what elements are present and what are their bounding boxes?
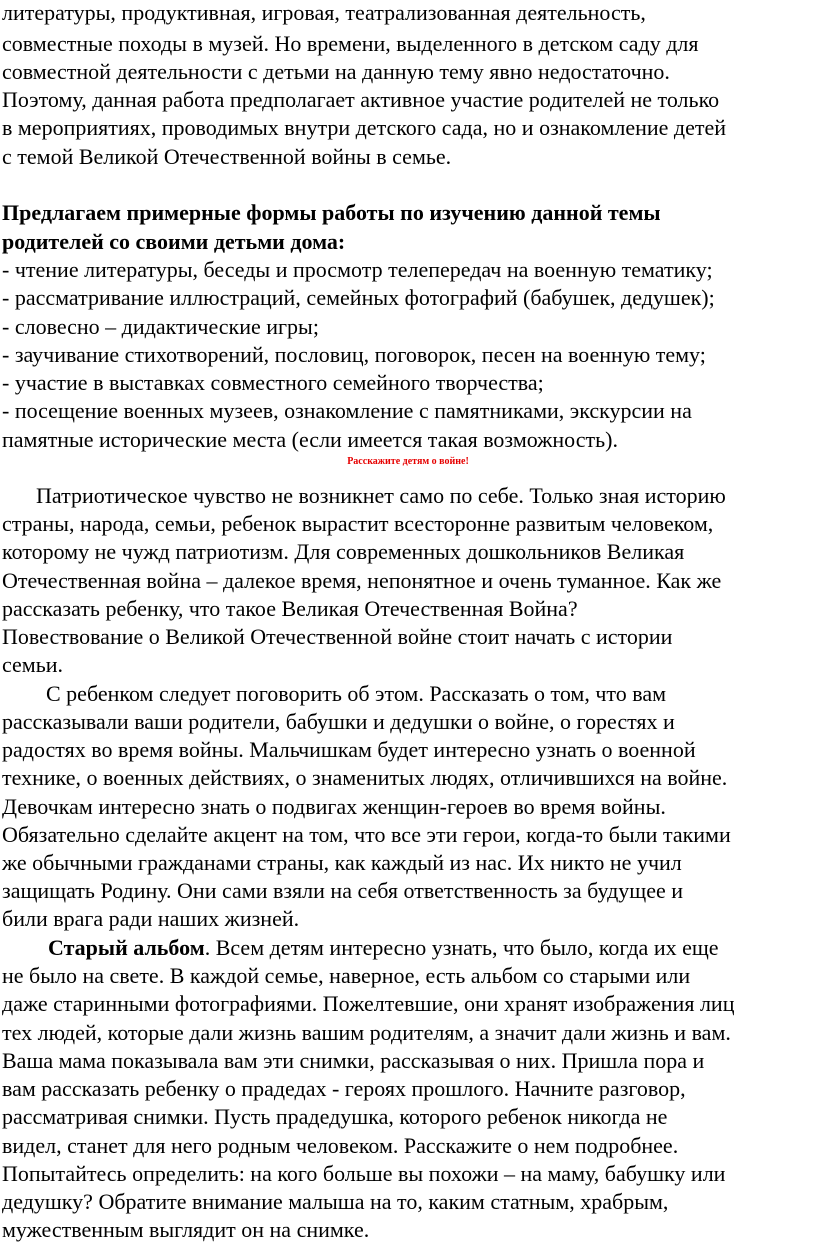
old-album-lead: Старый альбом bbox=[48, 935, 205, 960]
paragraph-line: Отечественная война – далекое время, непонятное и очень туманное. Как же bbox=[2, 568, 722, 593]
paragraph-line: Ваша мама показывала вам эти снимки, рассказывая о них. Пришла пора и bbox=[2, 1048, 705, 1073]
paragraph-line bbox=[48, 937, 719, 959]
paragraph-line: мужественным выглядит он на снимке. bbox=[2, 1217, 370, 1242]
paragraph-line: рассказать ребенку, что такое Великая Отечественная Война? bbox=[2, 596, 578, 621]
paragraph-line: тех людей, которые дали жизнь вашим родителям, а значит дали жизнь и вам. bbox=[2, 1020, 731, 1045]
intro-line: совместные походы в музей. Но времени, выделенного в детском саду для bbox=[2, 31, 699, 56]
paragraph-line: радостях во время войны. Мальчишкам будет интересно узнать о военной bbox=[2, 737, 696, 762]
intro-line: в мероприятиях, проводимых внутри детского сада, но и ознакомление детей bbox=[2, 115, 727, 140]
intro-line: литературы, продуктивная, игровая, театрализованная деятельность, bbox=[2, 0, 646, 25]
paragraph-line: дедушку? Обратите внимание малыша на то, каким статным, храбрым, bbox=[2, 1189, 669, 1214]
paragraph-line: даже старинными фотографиями. Пожелтевшие, они хранят изображения лиц bbox=[2, 991, 735, 1016]
section-title: Расскажите детям о войне! bbox=[347, 456, 469, 467]
paragraph-line: которому не чужд патриотизм. Для современных дошкольников Великая bbox=[2, 539, 685, 564]
list-item: - словесно – дидактические игры; bbox=[2, 314, 319, 339]
paragraph-line: С ребенком следует поговорить об этом. Рассказать о том, что вам bbox=[46, 681, 667, 706]
list-item: памятные исторические места (если имеется такая возможность). bbox=[2, 427, 618, 452]
paragraph-line: рассматривая снимки. Пусть прадедушка, которого ребенок никогда не bbox=[2, 1104, 668, 1129]
paragraph-line: рассказывали ваши родители, бабушки и дедушки о войне, о горестях и bbox=[2, 709, 675, 734]
intro-line: с темой Великой Отечественной войны в семье. bbox=[2, 144, 452, 169]
list-item: - чтение литературы, беседы и просмотр телепередач на военную тематику; bbox=[2, 257, 713, 282]
list-item: - посещение военных музеев, ознакомление с памятниками, экскурсии на bbox=[2, 398, 692, 423]
paragraph-line: Обязательно сделайте акцент на том, что все эти герои, когда-то были такими bbox=[2, 822, 731, 847]
paragraph-line: били врага ради наших жизней. bbox=[2, 906, 300, 931]
intro-line: совместной деятельности с детьми на данную тему явно недостаточно. bbox=[2, 59, 670, 84]
list-item: - участие в выставках совместного семейного творчества; bbox=[2, 370, 544, 395]
paragraph-line: же обычными гражданами страны, как каждый из нас. Их никто не учил bbox=[2, 850, 682, 875]
paragraph-line: защищать Родину. Они сами взяли на себя ответственность за будущее и bbox=[2, 878, 684, 903]
paragraph-line: Патриотическое чувство не возникнет само по себе. Только зная историю bbox=[36, 483, 726, 508]
paragraph-line: Девочкам интересно знать о подвигах женщин-героев во время войны. bbox=[2, 794, 666, 819]
paragraph-line: семьи. bbox=[2, 652, 64, 677]
paragraph-line: видел, станет для него родным человеком. Расскажите о нем подробнее. bbox=[2, 1133, 679, 1158]
list-item: - рассматривание иллюстраций, семейных фотографий (бабушек, дедушек); bbox=[2, 285, 715, 310]
list-item: - заучивание стихотворений, пословиц, поговорок, песен на военную тему; bbox=[2, 342, 706, 367]
paragraph-line: вам рассказать ребенку о прадедах - героях прошлого. Начните разговор, bbox=[2, 1076, 686, 1101]
intro-line: Поэтому, данная работа предполагает активное участие родителей не только bbox=[2, 87, 720, 112]
paragraph-line: технике, о военных действиях, о знаменитых людях, отличившихся на войне. bbox=[2, 765, 728, 790]
forms-heading: Предлагаем примерные формы работы по изучению данной темы bbox=[2, 200, 661, 225]
paragraph-line: страны, народа, семьи, ребенок вырастит всесторонне развитым человеком, bbox=[2, 511, 714, 536]
paragraph-line-rest: . Всем детям интересно узнать, что было, когда их еще bbox=[204, 935, 719, 960]
paragraph-line: Повествование о Великой Отечественной войне стоит начать с истории bbox=[2, 624, 673, 649]
forms-heading: родителей со своими детьми дома: bbox=[2, 229, 346, 254]
paragraph-line: не было на свете. В каждой семье, наверное, есть альбом со старыми или bbox=[2, 963, 691, 988]
paragraph-line: Попытайтесь определить: на кого больше вы похожи – на маму, бабушку или bbox=[2, 1161, 726, 1186]
